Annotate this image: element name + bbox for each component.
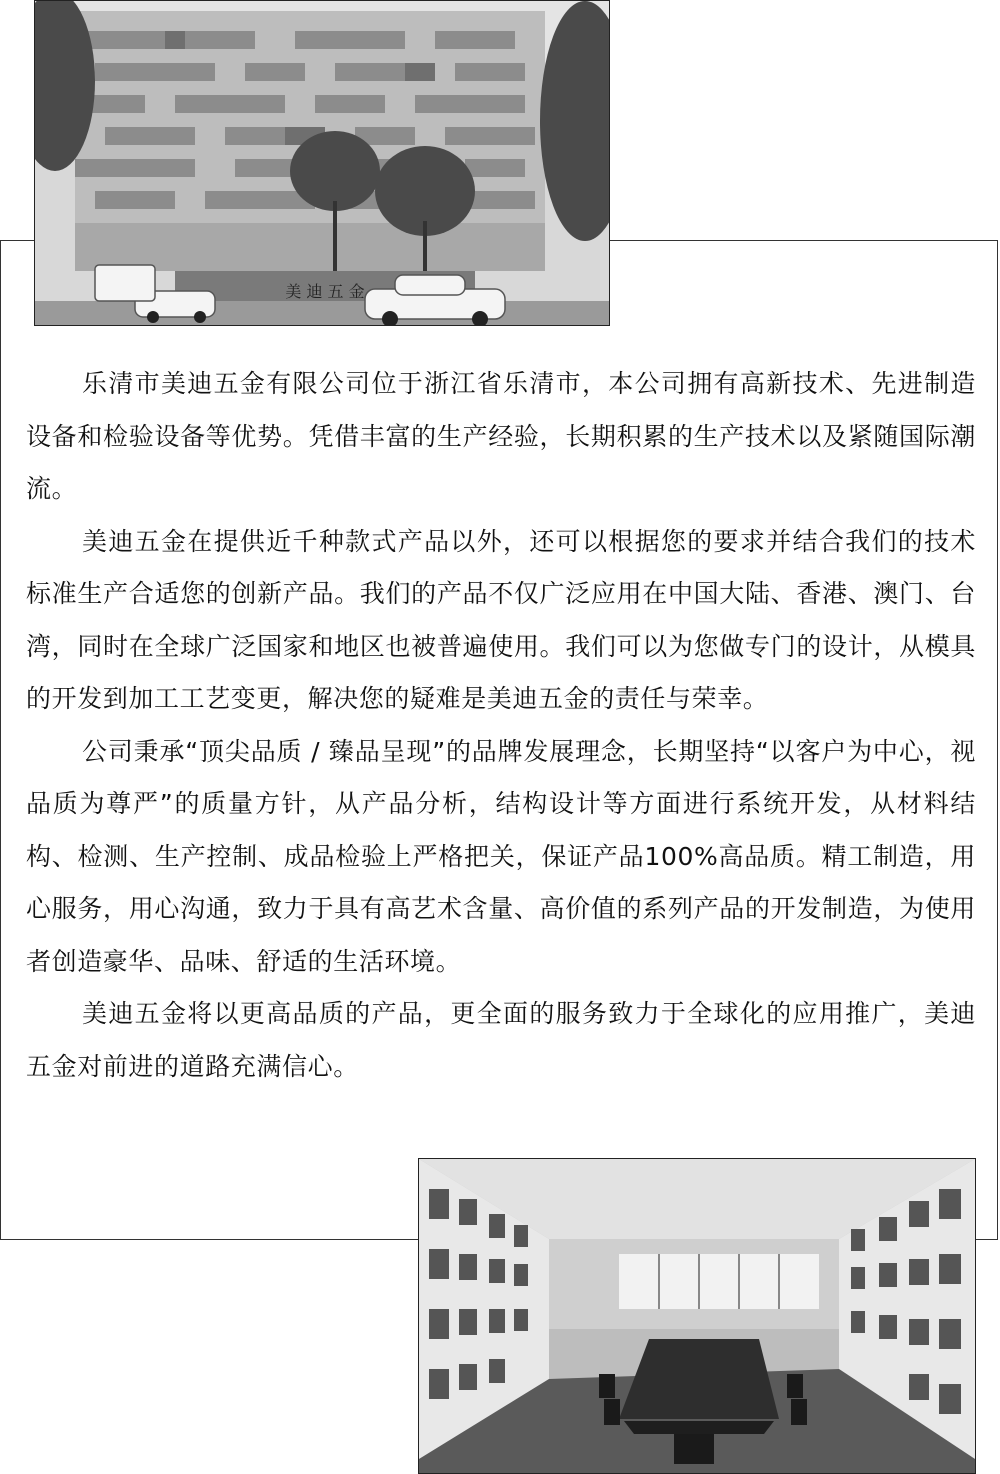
intro-paragraph-4: 美迪五金将以更高品质的产品，更全面的服务致力于全球化的应用推广，美迪五金对前进的道路充满信心。 [26, 999, 976, 1081]
intro-paragraph-3: 公司秉承“顶尖品质 / 臻品呈现”的品牌发展理念，长期坚持“以客户为中心，视品质为尊严”的质量方针，从产品分析，结构设计等方面进行系统开发，从材料结构、检测、生产控制、成品检验上严格把关，保证产品100%高品质。精工制造，用心服务，用心沟通，致力于具有高艺术含量、高价值的系列产品的开发制造，为使用者创造豪华、品味、舒适的生活环境。 [26, 736, 976, 976]
showroom-photo [418, 1158, 976, 1474]
svg-text:美 迪 五 金: 美 迪 五 金 [285, 282, 365, 301]
company-introduction [26, 358, 976, 1093]
intro-paragraph-1: 乐清市美迪五金有限公司位于浙江省乐清市，本公司拥有高新技术、先进制造设备和检验设备等优势。凭借丰富的生产经验，长期积累的生产技术以及紧随国际潮流。 [26, 369, 976, 503]
factory-building-photo [34, 0, 610, 326]
intro-paragraph-2: 美迪五金在提供近千种款式产品以外，还可以根据您的要求并结合我们的技术标准生产合适您的创新产品。我们的产品不仅广泛应用在中国大陆、香港、澳门、台湾，同时在全球广泛国家和地区也被普遍使用。我们可以为您做专门的设计，从模具的开发到加工工艺变更，解决您的疑难是美迪五金的责任与荣幸。 [26, 526, 976, 713]
